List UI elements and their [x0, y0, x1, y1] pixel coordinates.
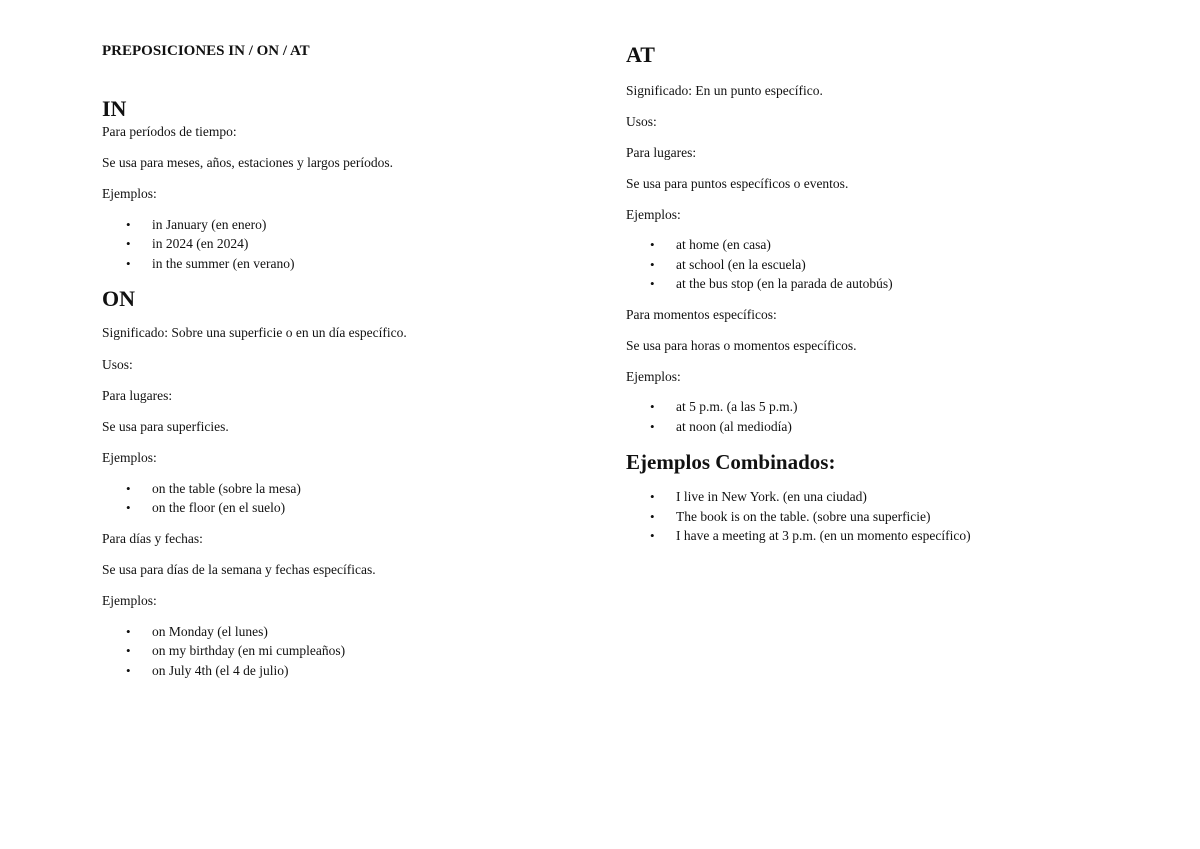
in-heading: IN — [102, 96, 127, 121]
at-uses-label: Usos: — [626, 114, 657, 129]
bullet-icon: • — [126, 256, 131, 271]
at-moments-examples-label: Ejemplos: — [626, 369, 681, 384]
at-meaning: Significado: En un punto específico. — [626, 83, 823, 98]
at-heading: AT — [626, 42, 655, 67]
bullet-icon: • — [126, 643, 131, 658]
bullet-icon: • — [650, 528, 655, 543]
at-moments-label: Para momentos específicos: — [626, 307, 777, 322]
bullet-icon: • — [650, 419, 655, 434]
bullet-icon: • — [126, 236, 131, 251]
bullet-icon: • — [650, 257, 655, 272]
bullet-icon: • — [126, 500, 131, 515]
bullet-icon: • — [126, 217, 131, 232]
bullet-icon: • — [650, 399, 655, 414]
on-dates-examples-label: Ejemplos: — [102, 593, 157, 608]
bullet-icon: • — [126, 663, 131, 678]
bullet-icon: • — [650, 276, 655, 291]
document-title: PREPOSICIONES IN / ON / AT — [102, 43, 310, 59]
on-heading: ON — [102, 286, 135, 311]
at-moments-usage: Se usa para horas o momentos específicos. — [626, 338, 857, 353]
in-examples-label: Ejemplos: — [102, 186, 157, 201]
on-places-label: Para lugares: — [102, 388, 173, 403]
on-uses-label: Usos: — [102, 357, 133, 372]
bullet-icon: • — [650, 509, 655, 524]
on-places-usage: Se usa para superficies. — [102, 419, 229, 434]
combined-heading: Ejemplos Combinados: — [626, 450, 836, 474]
in-subtitle: Para períodos de tiempo: — [102, 124, 237, 139]
on-places-examples-label: Ejemplos: — [102, 450, 157, 465]
on-dates-usage: Se usa para días de la semana y fechas específicas. — [102, 562, 376, 577]
at-places-examples-label: Ejemplos: — [626, 207, 681, 222]
at-places-label: Para lugares: — [626, 145, 697, 160]
bullet-icon: • — [126, 481, 131, 496]
on-meaning: Significado: Sobre una superficie o en un día específico. — [102, 325, 407, 340]
on-dates-label: Para días y fechas: — [102, 531, 203, 546]
in-usage: Se usa para meses, años, estaciones y largos períodos. — [102, 155, 394, 170]
at-places-usage: Se usa para puntos específicos o eventos. — [626, 176, 849, 191]
bullet-icon: • — [126, 624, 131, 639]
bullet-icon: • — [650, 489, 655, 504]
bullet-icon: • — [650, 237, 655, 252]
